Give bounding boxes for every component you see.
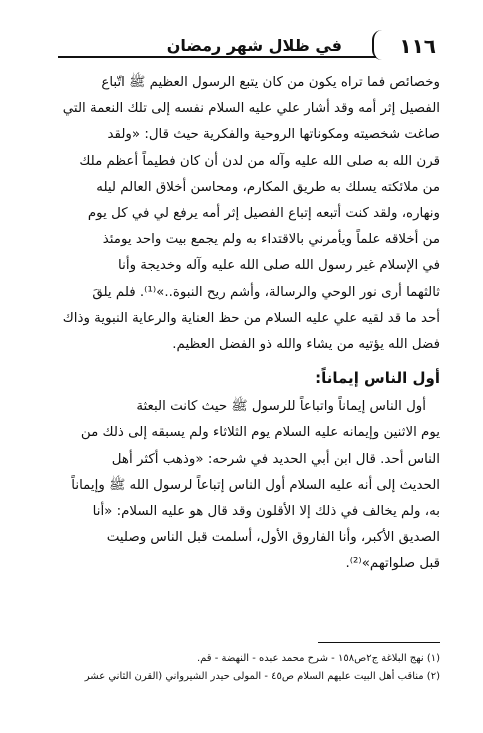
text-line: ونهاره، ولقد كنت أتبعه إتباع الفصيل إثر أمه يرفع لي في كل يوم [87, 206, 440, 222]
footnote: (١) نهج البلاغة ج٢ص١٥٨ - شرح محمد عبده - النهضة - قم. [196, 653, 440, 664]
text-line: الفصيل إثر أمه وقد أشار علي عليه السلام نفسه إلى تلك النعمة التي [62, 101, 440, 117]
text-line: الحديث إلى أنه عليه السلام أول الناس إتباعاً لرسول الله ﷺ وإيماناً [71, 477, 440, 493]
text-line: فضل الله يؤتيه من يشاء والله ذو الفضل العظيم. [172, 337, 440, 353]
footnotes [40, 650, 440, 686]
text-line: الناس أحد. قال ابن أبي الحديد في شرحه: «وذهب أكثر أهل [111, 451, 440, 467]
text-line: من أخلاقه علماً ويأمرني بالاقتداء به ولم يجمع بيت واحد يومئذ [102, 232, 440, 248]
page-body [58, 70, 440, 578]
page-number: ١١٦ [399, 34, 436, 58]
running-title: في ظلال شهر رمضان [166, 36, 342, 55]
text-line: يوم الاثنين وإيمانه عليه السلام يوم الثلاثاء ولم يسبقه إلى ذلك من [80, 425, 440, 441]
page-header [58, 30, 438, 64]
text-line: قرن الله به صلى الله عليه وآله من لدن أن كان فطيماً أعظم ملك [79, 153, 440, 169]
text-line: أحد ما قد لقيه علي عليه السلام من حظ العناية والرعاية النبوية وذاك [62, 310, 440, 326]
text-line: به، ولم يخالف في ذلك إلا الأقلون وقد قال هو عليه السلام: «أنا [92, 504, 440, 520]
footnote-separator [318, 642, 440, 643]
text-line: في الإسلام غير رسول الله صلى الله عليه وآله وخديجة وأنا [118, 258, 440, 274]
text-line: صاغت شخصيته ومكوناتها الروحية والفكرية حيث قال: «ولقد [107, 127, 440, 143]
paragraph [58, 394, 440, 577]
text-line: من ملائكته يسلك به طريق المكارم، ومحاسن أخلاق العالم ليله [96, 179, 440, 195]
text-line: الصديق الأكبر، وأنا الفاروق الأول، أسلمت قبل الناس وصليت [106, 530, 440, 546]
text-line: أول الناس إيماناً واتباعاً للرسول ﷺ حيث كانت البعثة [136, 399, 426, 415]
text-line: وخصائص فما تراه يكون من كان يتبع الرسول العظيم ﷺ اتّباع [101, 75, 440, 90]
paragraph [58, 70, 440, 358]
text-line: قبل صلواتهم»⁽²⁾. [345, 556, 440, 572]
text-line: ثالثهما أرى نور الوحي والرسالة، وأشم ريح النبوة..»⁽¹⁾. فلم يلقَ [92, 284, 440, 300]
header-rule [58, 56, 376, 58]
section-heading: أول الناس إيماناً: [315, 369, 440, 388]
footnote: (٢) مناقب أهل البيت عليهم السلام ص٤٥ - المولى حيدر الشيرواني (القرن الثاني عشر [84, 671, 440, 682]
